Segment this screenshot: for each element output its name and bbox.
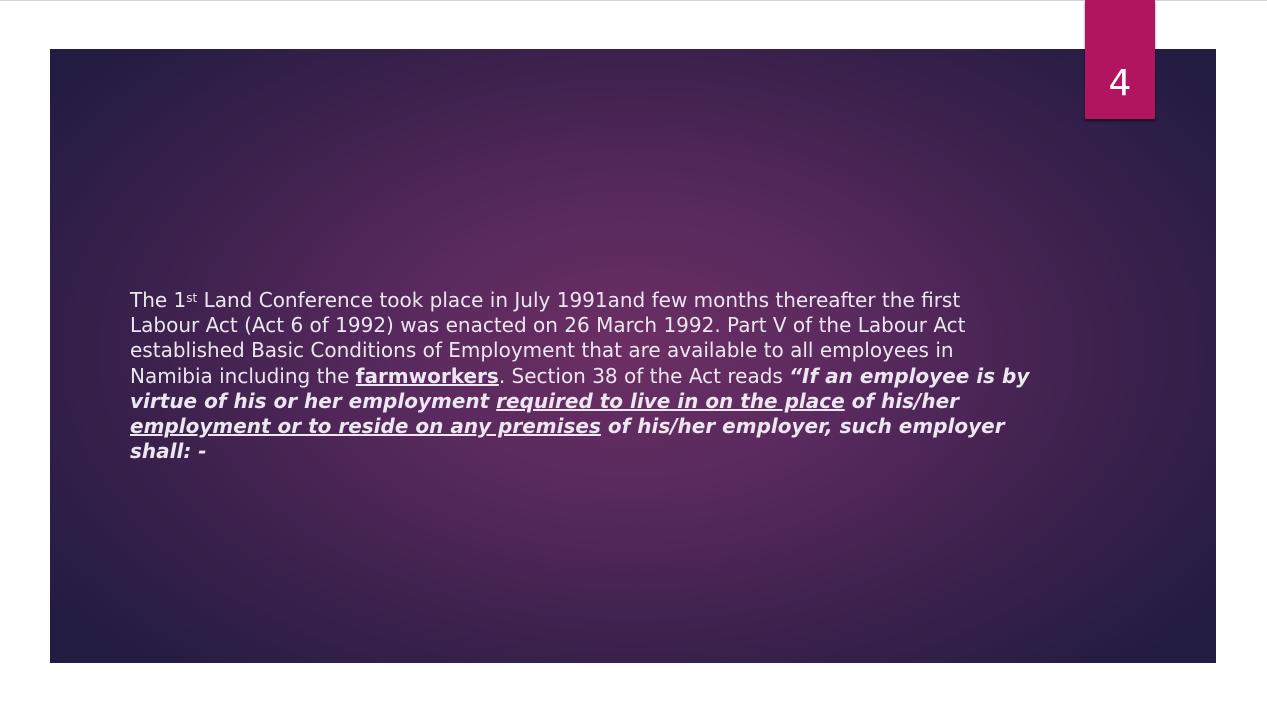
quote-text-part3: of his/her employer, such employer shall: -: [130, 414, 1005, 464]
section-reference-text: . Section 38 of the Act reads: [498, 363, 790, 388]
body-paragraph: [130, 288, 1035, 464]
farmworkers-emphasis: farmworkers: [355, 363, 499, 388]
ordinal-superscript: st: [186, 291, 198, 305]
slide: [50, 49, 1216, 663]
intro-text: The 1: [130, 288, 187, 312]
page-number-tab: [1085, 0, 1155, 119]
quote-text-part2: of his/her: [844, 388, 960, 413]
intro-text-continued: Land Conference took place in July 1991and few months thereafter the first Labour Act (Act 6 of 1992) was enacted on 26 March 1992. Part V of the Labour Act established Basic Conditions of Employment that are available to all employees in Namibia including the: [130, 288, 966, 388]
quote-underlined-live-in: required to live in on the place: [496, 388, 845, 413]
quote-underlined-reside: employment or to reside on any premises: [130, 414, 601, 439]
top-divider: [0, 0, 1267, 1]
quote-text-part1: “If an employee is by virtue of his or her employment: [130, 363, 1030, 413]
page-number: 4: [1108, 63, 1132, 104]
